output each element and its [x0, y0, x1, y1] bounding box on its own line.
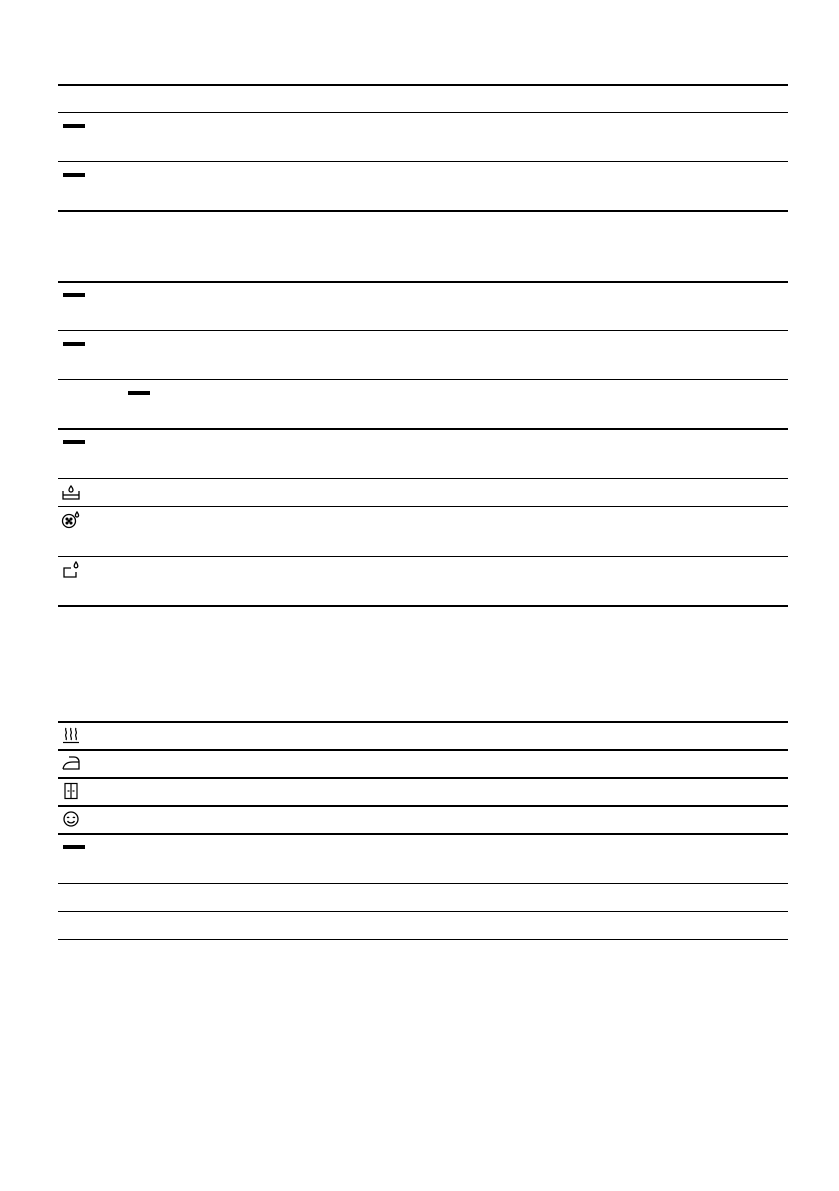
section-divider — [58, 428, 788, 430]
section-divider — [58, 210, 788, 212]
horizontal-bar-icon — [63, 845, 85, 849]
horizontal-bar-icon — [63, 173, 85, 177]
row-divider — [58, 556, 788, 557]
row-divider — [58, 161, 788, 162]
section-divider — [58, 281, 788, 283]
container-drop-icon — [61, 561, 81, 579]
table2-bottom-rule — [58, 939, 788, 940]
horizontal-bar-icon — [63, 342, 85, 346]
horizontal-bar-icon — [63, 293, 85, 297]
horizontal-bar-icon — [63, 440, 85, 444]
row-divider — [58, 506, 788, 507]
drum-drop-icon — [61, 511, 81, 529]
row-divider — [58, 379, 788, 380]
horizontal-bar-icon — [128, 391, 150, 395]
row-divider — [58, 883, 788, 884]
iron-icon — [61, 754, 81, 772]
row-divider — [58, 833, 788, 835]
door-lock-icon — [61, 782, 81, 800]
smile-icon — [61, 810, 81, 828]
row-divider — [58, 777, 788, 779]
row-divider — [58, 478, 788, 479]
table-bottom-rule — [58, 605, 788, 607]
row-divider — [58, 749, 788, 751]
row-divider — [58, 911, 788, 912]
tub-drop-icon — [61, 483, 81, 501]
row-divider — [58, 805, 788, 807]
row-divider — [58, 330, 788, 331]
horizontal-bar-icon — [63, 124, 85, 128]
table-top-rule — [58, 84, 788, 86]
steam-icon — [61, 726, 81, 744]
table-header-rule — [58, 112, 788, 113]
table2-top-rule — [58, 721, 788, 723]
